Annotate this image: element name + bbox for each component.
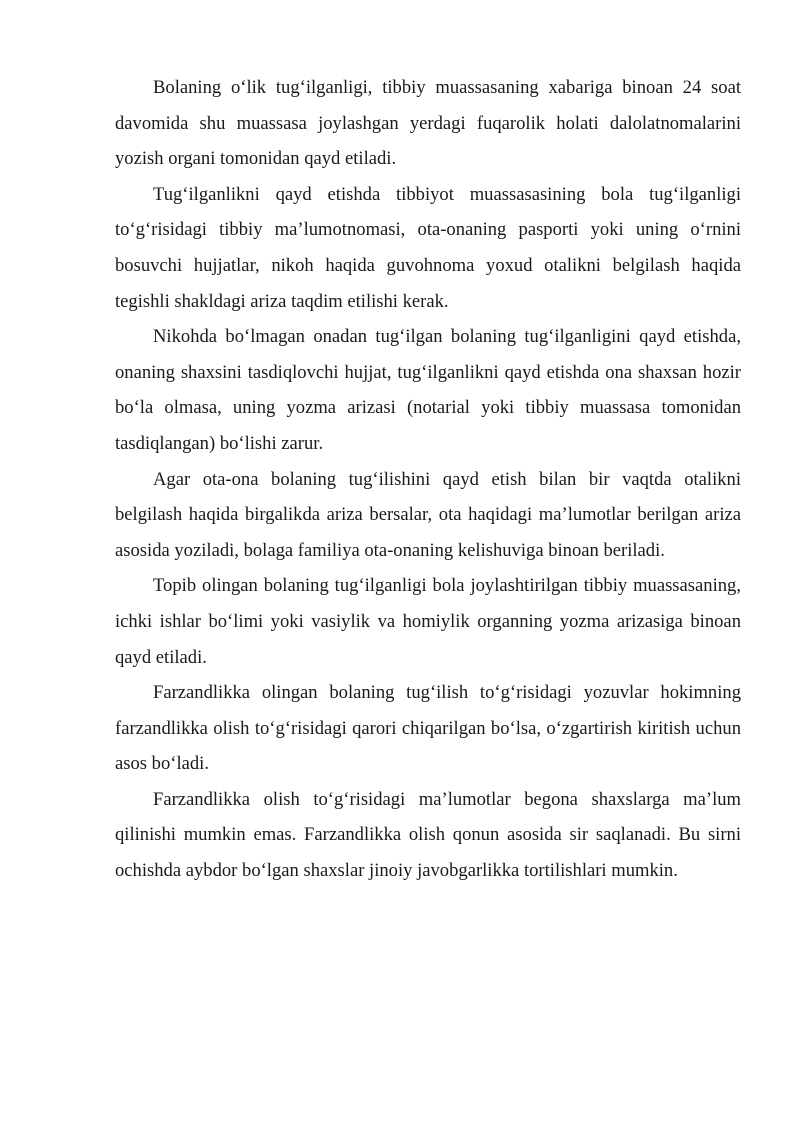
paragraph-adoption-secrecy: Farzandlikka olish to‘g‘risidagi ma’lumotlar begona shaxslarga ma’lum qilinishi mumkin emas. Farzandlikka olish qonun asosida sir saqlanadi. Bu sirni ochishda aybdor bo‘lgan shaxslar jinoiy javobgarlikka tortilishlari mumkin.: [115, 788, 741, 882]
paragraph-stillbirth-registration: Bolaning o‘lik tug‘ilganligi, tibbiy muassasaning xabariga binoan 24 soat davomida shu muassasa joylashgan yerdagi fuqarolik holati dalolatnomalarini yozish organi tomonidan qayd etiladi.: [115, 77, 741, 170]
paragraph-birth-registration-documents: Tug‘ilganlikni qayd etishda tibbiyot muassasasining bola tug‘ilganligi to‘g‘risidagi tibbiy ma’lumotnomasi, ota-onaning pasporti yoki uning o‘rnini bosuvchi hujjatlar, nikoh haqida guvohnoma yoxud otalikni belgilash haqida tegishli shakldagi ariza taqdim etilishi kerak.: [115, 183, 741, 312]
paragraph-foundling-registration: Topib olingan bolaning tug‘ilganligi bola joylashtirilgan tibbiy muassasaning, ichki ishlar bo‘limi yoki vasiylik va homiylik organning yozma arizasiga binoan qayd etiladi.: [115, 575, 741, 668]
paragraph-adoption-records: Farzandlikka olingan bolaning tug‘ilish to‘g‘risidagi yozuvlar hokimning farzandlikka olish to‘g‘risidagi qarori chiqarilgan bo‘lsa, o‘zgartirish kiritish uchun asos bo‘ladi.: [115, 682, 741, 775]
paragraph-unmarried-mother: Nikohda bo‘lmagan onadan tug‘ilgan bolaning tug‘ilganligini qayd etishda, onaning shaxsini tasdiqlovchi hujjat, tug‘ilganlikni qayd etishda ona shaxsan hozir bo‘la olmasa, uning yozma arizasi (notarial yoki tibbiy muassasa tomonidan tasdiqlangan) bo‘lishi zarur.: [115, 326, 741, 454]
document-body: [115, 70, 741, 889]
paragraph-paternity-joint-application: Agar ota-ona bolaning tug‘ilishini qayd etish bilan bir vaqtda otalikni belgilash haqida birgalikda ariza bersalar, ota haqidagi ma’lumotlar berilgan ariza asosida yoziladi, bolaga familiya ota-onaning kelishuviga binoan beriladi.: [115, 468, 741, 561]
